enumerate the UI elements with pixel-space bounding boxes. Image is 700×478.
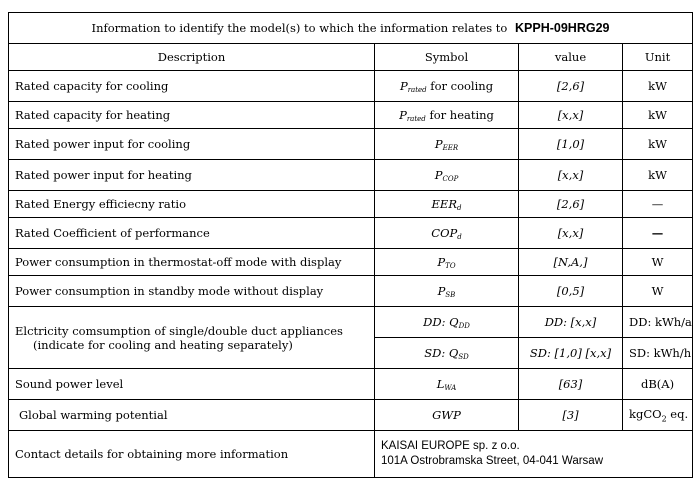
row-value: [N,A,] [519, 249, 623, 276]
header-unit: Unit [623, 44, 693, 71]
model-number: KPPH-09HRG29 [515, 21, 610, 35]
row-description: Rated power input for heating [9, 160, 375, 191]
contact-details [375, 431, 693, 478]
symbol-main: SD: Q [424, 345, 459, 360]
duct-row-dd [9, 307, 693, 338]
contact-label: Contact details for obtaining more information [9, 431, 375, 478]
table-row [9, 218, 693, 249]
table-row [9, 102, 693, 129]
row-value: [x,x] [519, 218, 623, 249]
gwp-row [9, 400, 693, 431]
row-description: Rated capacity for cooling [9, 71, 375, 102]
symbol-suffix: for heating [425, 107, 494, 122]
duct-description-line2: (indicate for cooling and heating separately) [33, 337, 293, 352]
table-row [9, 160, 693, 191]
row-symbol [375, 218, 519, 249]
symbol-sub: d [456, 203, 462, 212]
symbol-main: P [434, 136, 443, 151]
symbol-sub: EER [442, 143, 459, 152]
product-information-table [8, 12, 693, 478]
row-description: Rated Energy efficiecny ratio [9, 191, 375, 218]
symbol-main: P [434, 167, 443, 182]
duct-sd-value: SD: [1,0] [x,x] [519, 338, 623, 369]
gwp-unit [623, 400, 693, 431]
row-description: Rated capacity for heating [9, 102, 375, 129]
row-value: [0,5] [519, 276, 623, 307]
row-unit: kW [623, 129, 693, 160]
symbol-main: DD: Q [423, 314, 459, 329]
header-description: Description [9, 44, 375, 71]
symbol-sub: TO [445, 261, 456, 270]
row-description: Rated power input for cooling [9, 129, 375, 160]
row-unit: kW [623, 71, 693, 102]
row-description: Rated Coefficient of performance [9, 218, 375, 249]
row-symbol [375, 276, 519, 307]
title-row [9, 13, 693, 44]
row-unit: kW [623, 102, 693, 129]
duct-dd-symbol [375, 307, 519, 338]
row-value: [x,x] [519, 160, 623, 191]
row-symbol [375, 71, 519, 102]
title-text: Information to identify the model(s) to which the information relates to [91, 21, 508, 35]
symbol-sub: WA [444, 383, 457, 392]
duct-sd-unit: SD: kWh/h [623, 338, 693, 369]
table-row [9, 71, 693, 102]
gwp-description: Global warming potential [9, 400, 375, 431]
sound-power-row [9, 369, 693, 400]
table-row [9, 191, 693, 218]
header-symbol: Symbol [375, 44, 519, 71]
symbol-suffix: for cooling [426, 78, 494, 93]
sound-description: Sound power level [9, 369, 375, 400]
row-value: [2,6] [519, 191, 623, 218]
row-unit: — [623, 191, 693, 218]
duct-sd-symbol [375, 338, 519, 369]
symbol-main: COP [431, 225, 458, 240]
table-row [9, 129, 693, 160]
row-symbol [375, 160, 519, 191]
symbol-sub: rated [406, 114, 426, 123]
symbol-sub: COP [442, 174, 459, 183]
row-description: Power consumption in standby mode without display [9, 276, 375, 307]
row-symbol [375, 129, 519, 160]
table-row [9, 276, 693, 307]
symbol-sub: rated [407, 85, 427, 94]
symbol-sub: SB [445, 290, 456, 299]
symbol-main: P [399, 107, 407, 122]
gwp-value: [3] [519, 400, 623, 431]
contact-line1: KAISAI EUROPE sp. z o.o. [381, 440, 520, 452]
symbol-main: P [437, 254, 446, 269]
sound-symbol [375, 369, 519, 400]
duct-dd-unit: DD: kWh/a [623, 307, 693, 338]
duct-description-line1: Elctricity comsumption of single/double duct appliances [15, 323, 343, 338]
symbol-main: P [399, 78, 408, 93]
row-symbol [375, 102, 519, 129]
sound-unit: dB(A) [623, 369, 693, 400]
title-cell [9, 13, 693, 44]
unit-suffix: eq. [666, 406, 689, 421]
row-unit: W [623, 276, 693, 307]
symbol-main: EER [431, 196, 457, 211]
contact-line2: 101A Ostrobramska Street, 04-041 Warsaw [381, 455, 604, 467]
symbol-sub: DD [458, 321, 470, 330]
symbol-sub: SD [458, 352, 469, 361]
symbol-main: L [436, 376, 445, 391]
symbol-sub: d [457, 232, 462, 241]
symbol-main: P [437, 283, 446, 298]
duct-description [9, 307, 375, 369]
row-value: [x,x] [519, 102, 623, 129]
header-row [9, 44, 693, 71]
row-unit: — [623, 218, 693, 249]
unit-main: kgCO [629, 406, 662, 421]
gwp-symbol: GWP [375, 400, 519, 431]
row-description: Power consumption in thermostat-off mode with display [9, 249, 375, 276]
row-unit: W [623, 249, 693, 276]
row-value: [2,6] [519, 71, 623, 102]
header-value: value [519, 44, 623, 71]
row-symbol [375, 249, 519, 276]
unit-sub: 2 [661, 414, 667, 424]
duct-dd-value: DD: [x,x] [519, 307, 623, 338]
table-row [9, 249, 693, 276]
contact-row [9, 431, 693, 478]
row-symbol [375, 191, 519, 218]
row-unit: kW [623, 160, 693, 191]
row-value: [1,0] [519, 129, 623, 160]
sound-value: [63] [519, 369, 623, 400]
